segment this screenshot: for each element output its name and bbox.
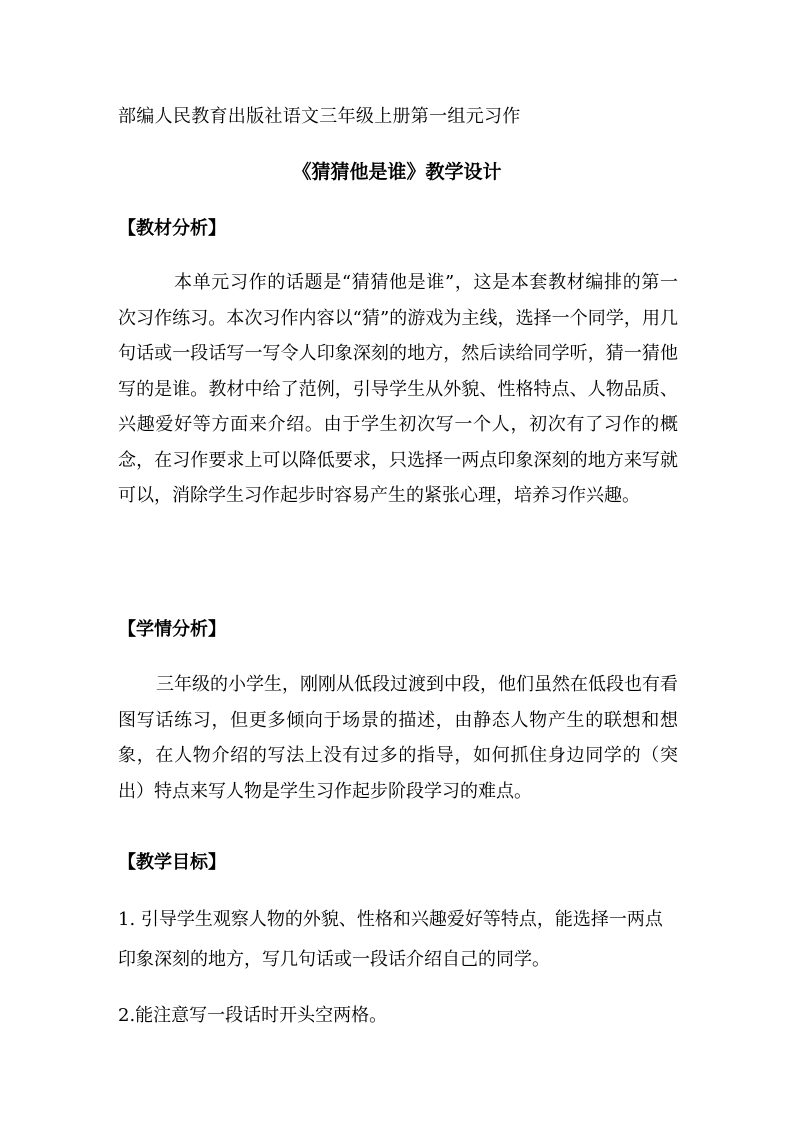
- document-subtitle: 部编人民教育出版社语文三年级上册第一组元习作: [118, 106, 521, 127]
- section-heading-learner-analysis: 【学情分析】: [118, 619, 226, 640]
- teaching-goal-item: 1. 引导学生观察人物的外貌、性格和兴趣爱好等特点，能选择一两点印象深刻的地方，写几句话或一段话介绍自己的同学。: [118, 909, 663, 970]
- paragraph-learner-analysis: 三年级的小学生，刚刚从低段过渡到中段，他们虽然在低段也有看图写话练习，但更多倾向于场景的描述，由静态人物产生的联想和想象，在人物介绍的写法上没有过多的指导，如何抓住身边同学的（突出）特点来写人物是学生习作起步阶段学习的难点。: [118, 674, 678, 802]
- teaching-goal-item: 2.能注意写一段话时开头空两格。: [118, 1005, 388, 1026]
- section-heading-material-analysis: 【教材分析】: [118, 218, 226, 239]
- paragraph-material-analysis: 本单元习作的话题是“猜猜他是谁”，这是本套教材编排的第一次习作练习。本次习作内容以“猜”的游戏为主线，选择一个同学，用几句话或一段话写一写令人印象深刻的地方，然后读给同学听，猜一猜他写的是谁。教材中给了范例，引导学生从外貌、性格特点、人物品质、兴趣爱好等方面来介绍。由于学生初次写一个人，初次有了习作的概念，在习作要求上可以降低要求，只选择一两点印象深刻的地方来写就可以，消除学生习作起步时容易产生的紧张心理，培养习作兴趣。: [118, 272, 678, 506]
- document-title: 《猜猜他是谁》教学设计: [292, 161, 502, 183]
- section-heading-teaching-goals: 【教学目标】: [118, 852, 226, 873]
